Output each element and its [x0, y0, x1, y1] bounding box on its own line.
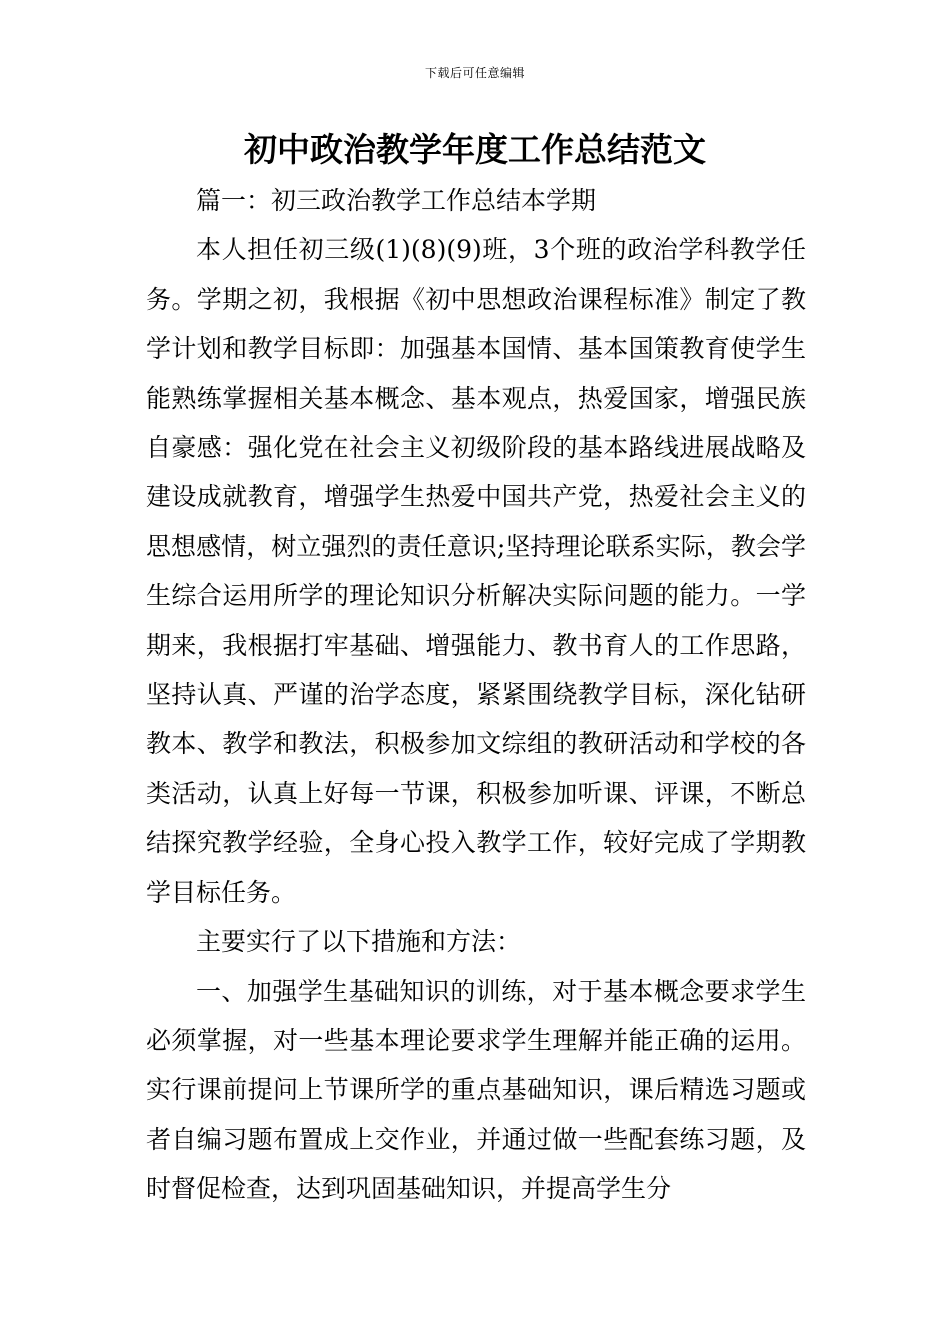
section-subtitle: 篇一：初三政治教学工作总结本学期	[196, 186, 597, 215]
page-header-note: 下载后可任意编辑	[424, 66, 525, 80]
body-paragraph: 主要实行了以下措施和方法：	[196, 927, 522, 957]
document-body	[146, 176, 806, 1214]
body-paragraph: 本人担任初三级(1)(8)(9)班，3个班的政治学科教学任务。学期之初，我根据《初中思想政治课程标准》制定了教学计划和教学目标即：加强基本国情、基本国策教育使学生能熟练掌握相关基本概念、基本观点，热爱国家，增强民族自豪感：强化党在社会主义初级阶段的基本路线进展战略及建设成就教育，增强学生热爱中国共产党，热爱社会主义的思想感情，树立强烈的责任意识;坚持理论联系实际，教会学生综合运用所学的理论知识分析解决实际问题的能力。一学期来，我根据打牢基础、增强能力、教书育人的工作思路，坚持认真、严谨的治学态度，紧紧围绕教学目标，深化钻研教本、教学和教法，积极参加文综组的教研活动和学校的各类活动，认真上好每一节课，积极参加听课、评课，不断总结探究教学经验，全身心投入教学工作，较好完成了学期教学目标任务。	[146, 235, 806, 907]
document-title: 初中政治教学年度工作总结范文	[244, 130, 706, 169]
body-paragraph: 一、加强学生基础知识的训练，对于基本概念要求学生必须掌握，对一些基本理论要求学生理解并能正确的运用。实行课前提问上节课所学的重点基础知识，课后精选习题或者自编习题布置成上交作业，并通过做一些配套练习题，及时督促检查，达到巩固基础知识，并提高学生分	[146, 976, 806, 1204]
